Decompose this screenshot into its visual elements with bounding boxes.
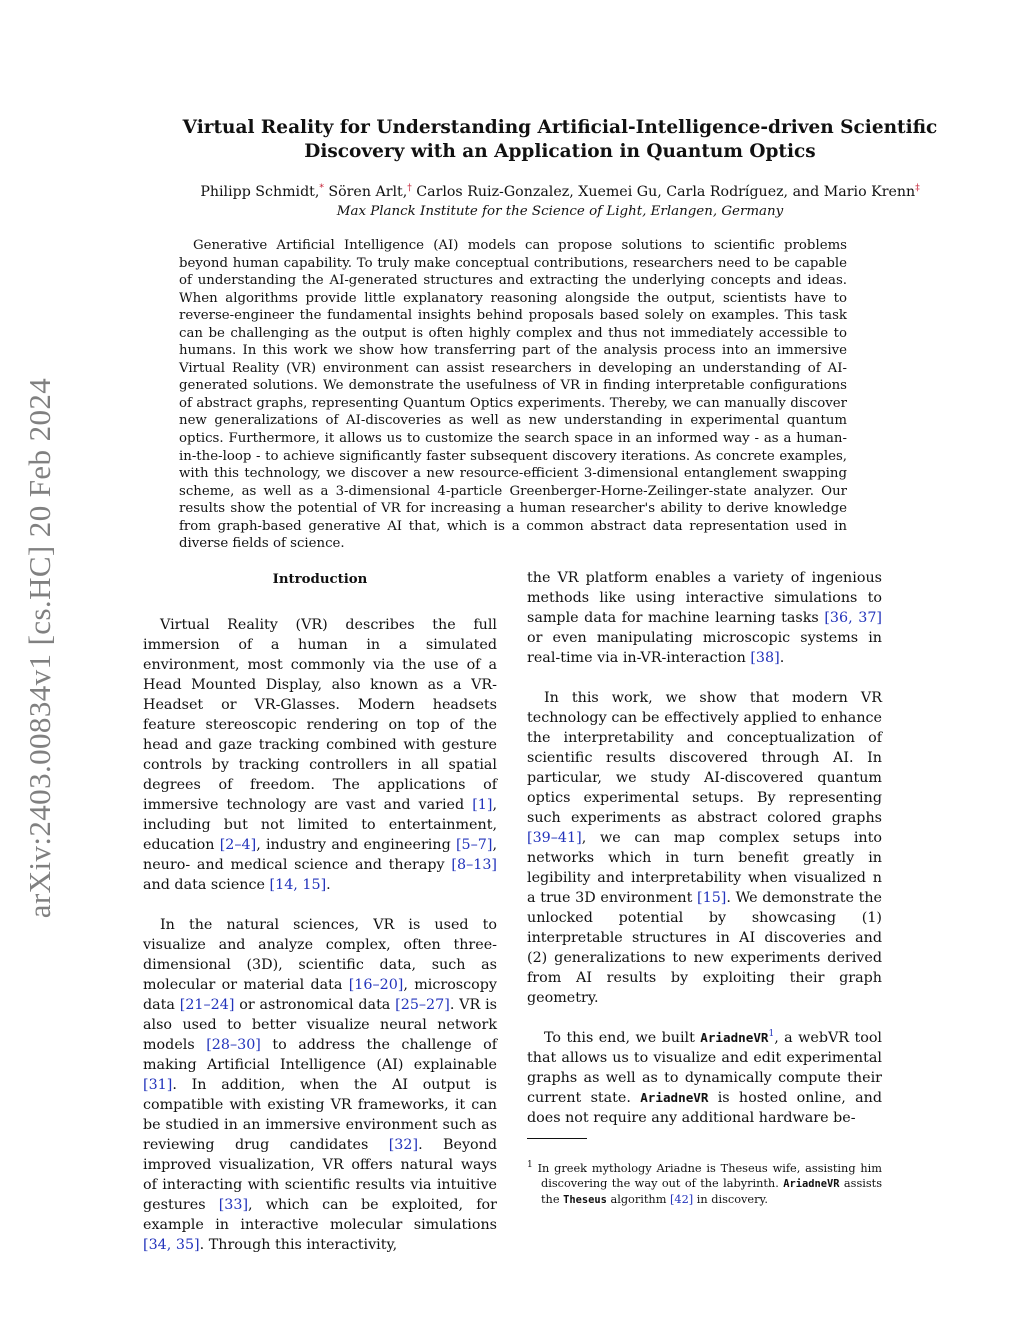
author-list — [120, 183, 1000, 201]
intro-paragraph-2 — [143, 915, 497, 1255]
intro-paragraph-2-continued — [527, 568, 882, 668]
text-run: In greek mythology Ariadne is Theseus wife, assisting him discovering the way out of the labyrinth. — [537, 1162, 883, 1190]
text-run: . — [326, 877, 331, 893]
text-run: , we can map complex setups into networks which in turn benefit greatly in legibility and interpretability when visualized n a true 3D environment — [527, 830, 882, 906]
text-run: in discovery. — [693, 1193, 768, 1206]
text-run: or even manipulating microscopic systems in real-time via in-VR-interaction — [527, 630, 882, 666]
author-mark-dagger[interactable]: † — [407, 183, 412, 194]
citation-link[interactable]: [2–4] — [219, 837, 257, 853]
footnote-number: 1 — [527, 1160, 533, 1171]
text-run: , a webVR tool that allows us to visualize and edit experimental graphs as well as to dynamically compute their current state. — [527, 1030, 882, 1106]
text-run: assists the — [541, 1177, 882, 1206]
text-run: , microscopy data — [143, 977, 497, 1013]
footnote-1 — [527, 1161, 882, 1208]
algorithm-name-theseus: Theseus — [563, 1194, 607, 1206]
footnote-divider — [527, 1138, 587, 1139]
citation-link[interactable]: [25–27] — [395, 997, 450, 1013]
intro-paragraph-4 — [527, 1028, 882, 1128]
citation-link[interactable]: [32] — [388, 1137, 419, 1153]
text-run: , industry and engineering — [256, 837, 456, 853]
text-run: and data science — [143, 877, 270, 893]
title-line-2: Discovery with an Application in Quantum Optics — [304, 141, 816, 162]
text-run: or astronomical data — [234, 997, 396, 1013]
citation-link[interactable]: [38] — [750, 650, 780, 666]
text-run: to address the challenge of making Artificial Intelligence (AI) explainable — [143, 1037, 497, 1073]
citation-link[interactable]: [1] — [472, 797, 493, 813]
title-line-1: Virtual Reality for Understanding Artificial-Intelligence-driven Scientific — [182, 117, 938, 138]
text-run: . In addition, when the AI output is compatible with existing VR frameworks, it can be studied in an immersive environment such as reviewing drug candidates — [143, 1077, 497, 1153]
text-run: In this work, we show that modern VR technology can be effectively applied to enhance the interpretability and conceptualization of scientific results discovered through AI. In particular, we study AI-discovered quantum optics experimental setups. By representing such experiments as abstract colored graphs — [527, 690, 882, 826]
affiliation: Max Planck Institute for the Science of Light, Erlangen, Germany — [336, 204, 784, 219]
text-run: . VR is also used to better visualize neural network models — [143, 997, 497, 1053]
author-others: Carlos Ruiz-Gonzalez, Xuemei Gu, Carla Rodríguez, and Mario Krenn — [411, 184, 916, 200]
text-run: , neuro- and medical science and therapy — [143, 837, 498, 873]
text-run: , which can be exploited, for example in interactive molecular simulations — [143, 1197, 497, 1233]
text-run: . Beyond improved visualization, VR offers natural ways of interacting with scientific results via intuitive gestures — [143, 1137, 497, 1213]
abstract: Generative Artificial Intelligence (AI) models can propose solutions to scientific problems beyond human capability. To truly make conceptual contributions, researchers need to be capable of understanding the AI-generated structures and extracting the underlying concepts and ideas. When algorithms provide little explanatory reasoning alongside the output, scientists have to reverse-engineer the fundamental insights behind proposals based solely on examples. This task can be challenging as the output is often highly complex and thus not immediately accessible to humans. In this work we show how transferring part of the analysis process into an immersive Virtual Reality (VR) environment can assist researchers in developing an understanding of AI-generated solutions. We demonstrate the usefulness of VR in finding interpretable configurations of abstract graphs, representing Quantum Optics experiments. Thereby, we can manually discover new generalizations of AI-discoveries as well as new understanding in experimental quantum optics. Furthermore, it allows us to customize the search space in an informed way - as a human-in-the-loop - to achieve significantly faster subsequent discovery iterations. As concrete examples, with this technology, we discover a new resource-efficient 3-dimensional entanglement swapping scheme, as well as a 3-dimensional 4-particle Greenberger-Horne-Zeilinger-state analyzer. Our results show the potential of VR for increasing a human researcher's ability to derive knowledge from graph-based generative AI that, which is a common abstract data representation used in diverse fields of science. — [179, 238, 847, 552]
author-mark-double-dagger[interactable]: ‡ — [915, 183, 920, 194]
citation-link[interactable]: [34, 35] — [143, 1237, 200, 1253]
text-run: . Through this interactivity, — [199, 1237, 398, 1253]
author-mark-star[interactable]: * — [319, 183, 324, 194]
text-run: the VR platform enables a variety of ingenious methods like using interactive simulations to sample data for machine learning tasks — [527, 570, 882, 626]
citation-link[interactable]: [16–20] — [348, 977, 404, 993]
text-run: Virtual Reality (VR) describes the full immersion of a human in a simulated environment, most commonly via the use of a Head Mounted Display, also known as a VR-Headset or VR-Glasses. Modern headsets feature stereoscopic rendering on top of the head and gaze tracking combined with gesture controls by tracking controllers in all spatial degrees of freedom. The applications of immersive technology are vast and varied — [143, 617, 497, 813]
author-arlt: Sören Arlt, — [323, 184, 408, 200]
citation-link[interactable]: [31] — [143, 1077, 173, 1093]
tool-name-ariadnevr: AriadneVR — [700, 1030, 769, 1045]
citation-link[interactable]: [8–13] — [451, 857, 497, 873]
arxiv-identifier-stamp: arXiv:2403.00834v1 [cs.HC] 20 Feb 2024 — [22, 377, 57, 919]
section-title-introduction: Introduction — [272, 572, 368, 587]
citation-link[interactable]: [36, 37] — [824, 610, 882, 626]
text-run: . We demonstrate the unlocked potential by showcasing (1) interpretable structures in AI discoveries and (2) generalizations to new experiments derived from AI results by exploiting their graph geometry. — [527, 890, 883, 1006]
right-column — [527, 568, 882, 1208]
intro-paragraph-1 — [143, 615, 497, 895]
text-run: , including but not limited to entertainment, education — [143, 797, 497, 853]
tool-name-ariadnevr: AriadneVR — [783, 1178, 840, 1190]
citation-link[interactable]: [21–24] — [179, 997, 235, 1013]
tool-name-ariadnevr: AriadneVR — [640, 1090, 709, 1105]
text-run: To this end, we built — [544, 1030, 701, 1046]
citation-link[interactable]: [33] — [218, 1197, 249, 1213]
paper-title — [120, 116, 1000, 164]
text-run: algorithm — [606, 1193, 670, 1206]
author-schmidt: Philipp Schmidt, — [200, 184, 320, 200]
citation-link[interactable]: [15] — [697, 890, 727, 906]
text-run: In the natural sciences, VR is used to visualize and analyze complex, often three-dimensional (3D), scientific data, such as molecular or material data — [143, 917, 497, 993]
left-column — [143, 568, 497, 1275]
citation-link[interactable]: [28–30] — [206, 1037, 261, 1053]
citation-link[interactable]: [14, 15] — [269, 877, 327, 893]
text-run: . — [779, 650, 785, 666]
text-run: is hosted online, and does not require any additional hardware be- — [527, 1090, 883, 1126]
citation-link[interactable]: [39–41] — [527, 830, 582, 846]
citation-link[interactable]: [5–7] — [455, 837, 493, 853]
citation-link[interactable]: [42] — [670, 1193, 694, 1206]
footnote-ref-1[interactable]: 1 — [768, 1029, 775, 1040]
intro-paragraph-3 — [527, 688, 882, 1008]
